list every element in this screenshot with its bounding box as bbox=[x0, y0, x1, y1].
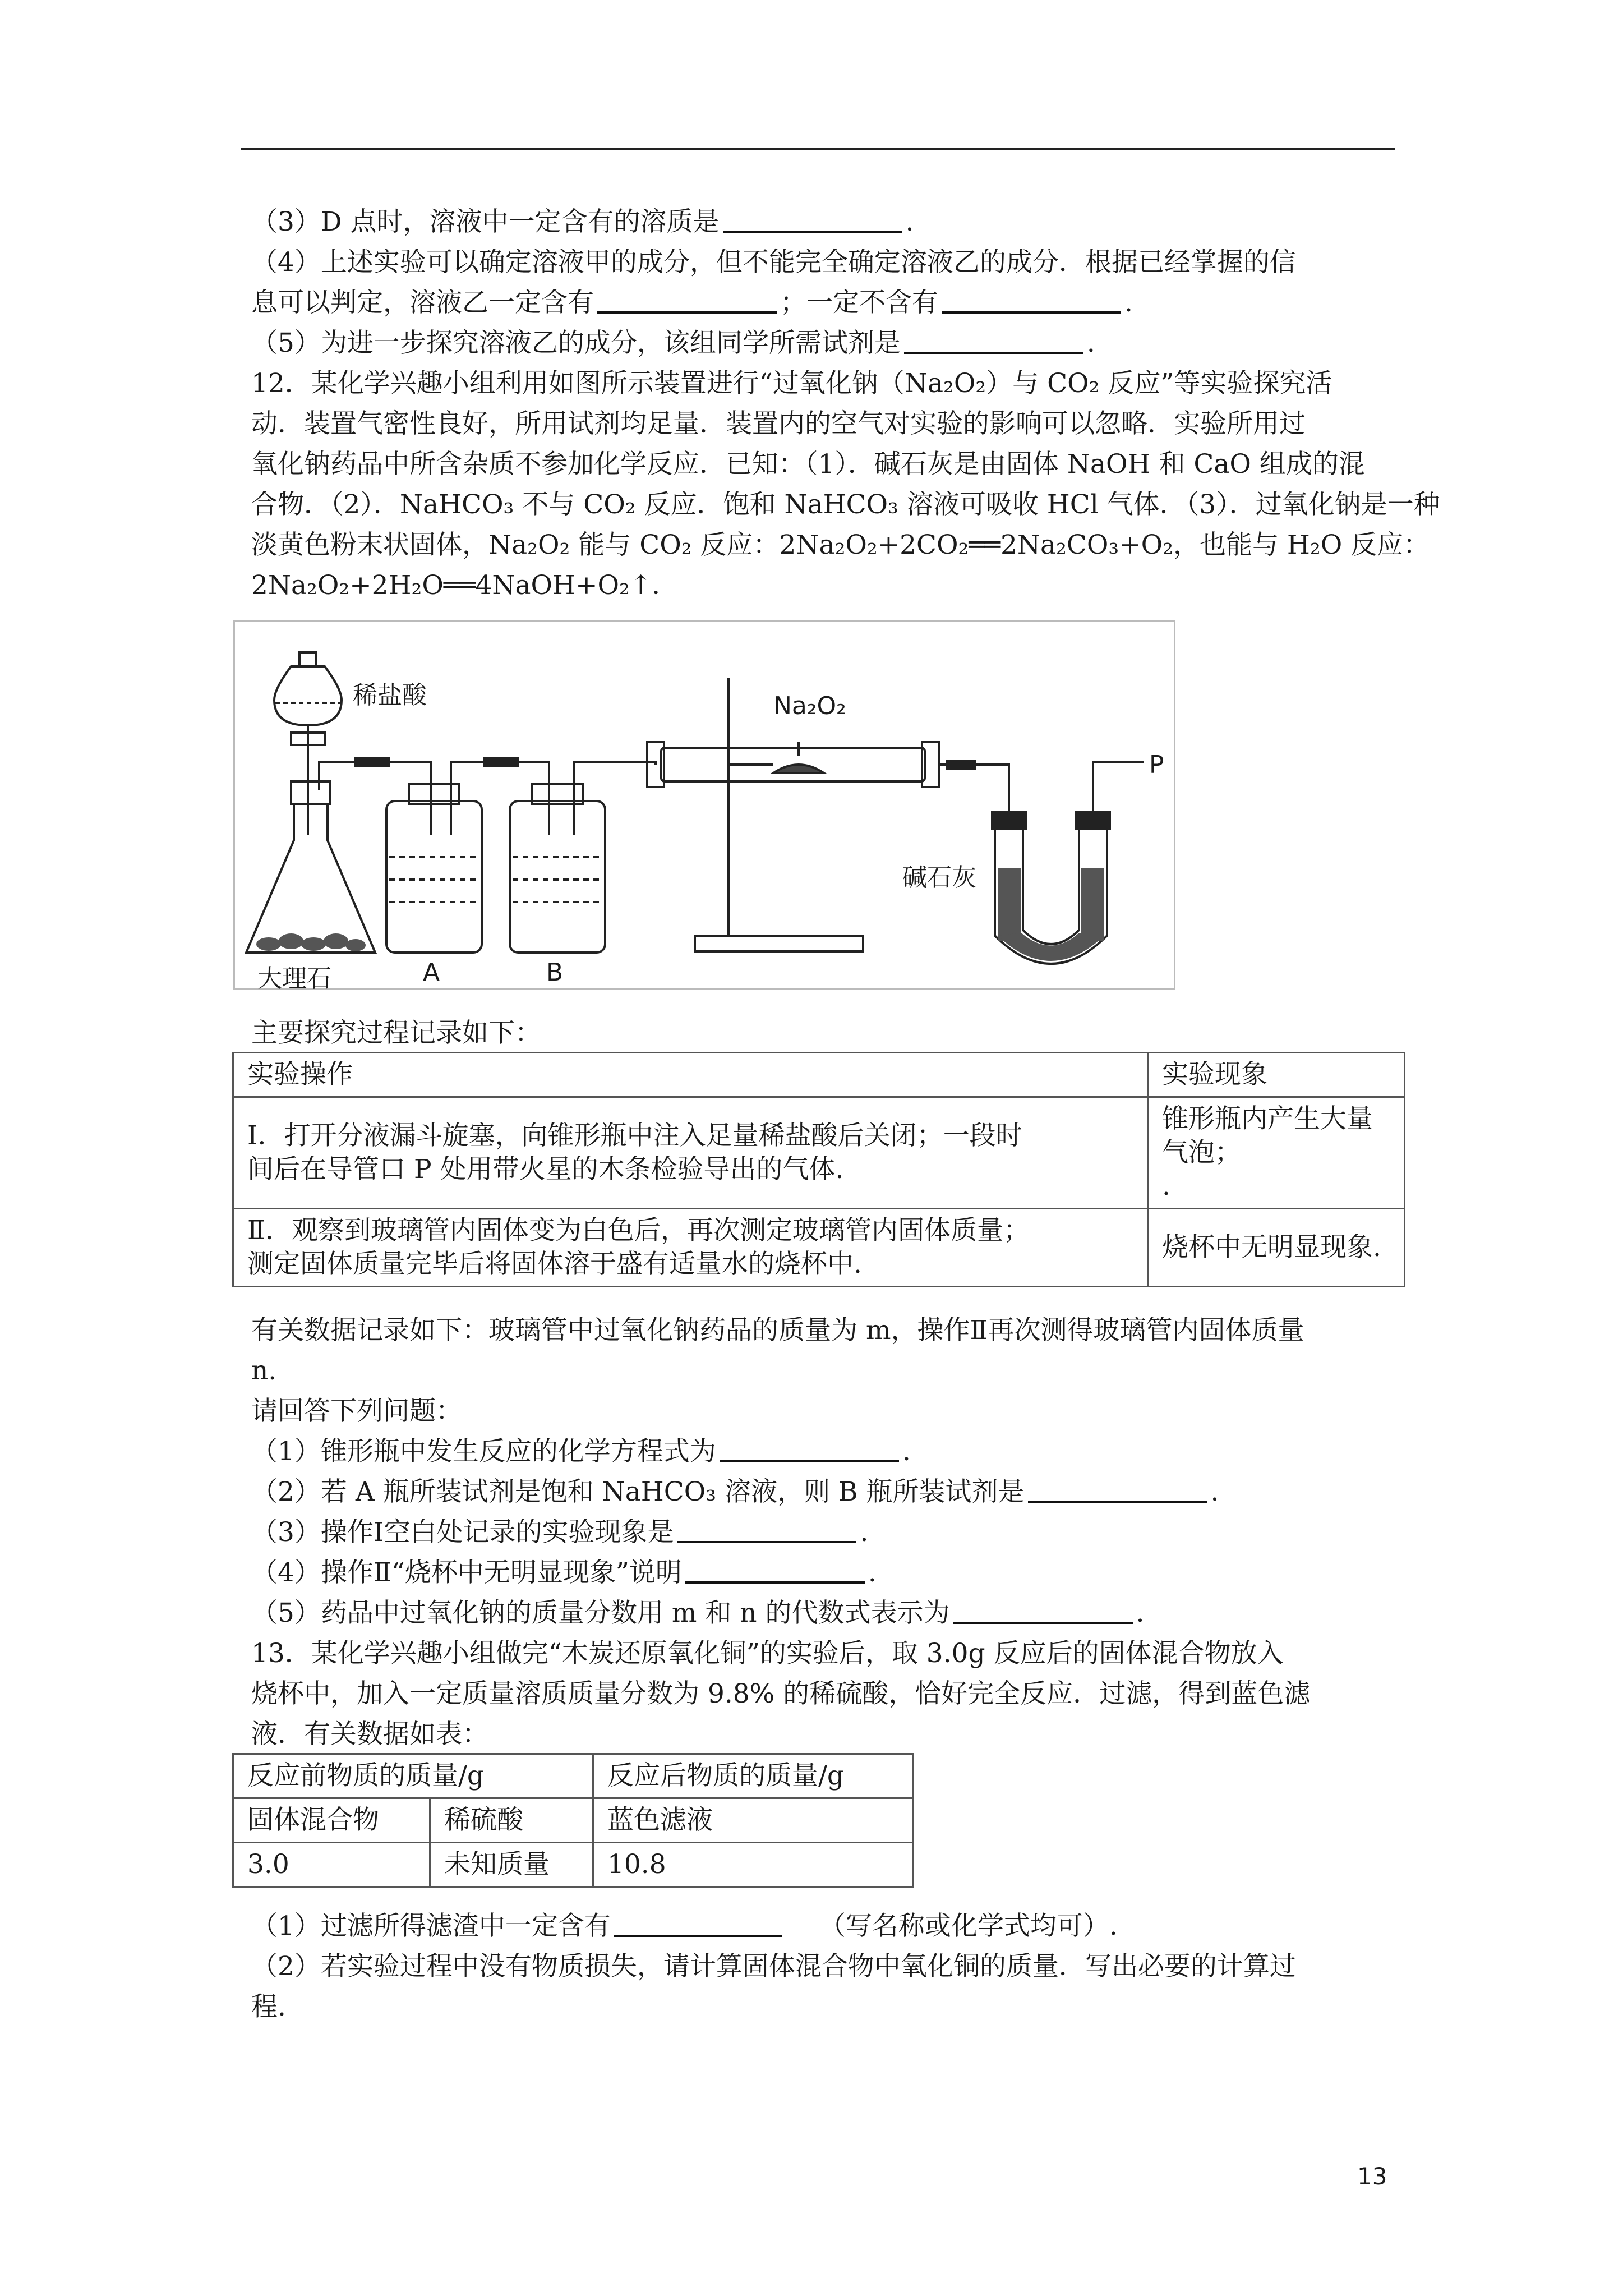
q12-line2: 动．装置气密性良好，所用试剂均足量．装置内的空气对实验的影响可以忽略．实验所用过 bbox=[251, 408, 1306, 439]
q12-line6: 2Na₂O₂+2H₂O══4NaOH+O₂↑． bbox=[251, 570, 679, 601]
q13-line1: 13．某化学兴趣小组做完“木炭还原氧化铜”的实验后，取 3.0g 反应后的固体混合物放入 bbox=[251, 1638, 1284, 1669]
phenomenon-2: 烧杯中无明显现象. bbox=[1148, 1209, 1405, 1287]
erlenmeyer-flask bbox=[246, 804, 375, 953]
q12-line5: 淡黄色粉末状固体，Na₂O₂ 能与 CO₂ 反应：2Na₂O₂+2CO₂══2Na₂CO₃+O₂，也能与 H₂O 反应： bbox=[251, 530, 1430, 560]
answer-blank[interactable] bbox=[953, 1599, 1133, 1624]
bottle-b bbox=[510, 801, 605, 953]
q12-line4: 合物．（2）．NaHCO₃ 不与 CO₂ 反应．饱和 NaHCO₃ 溶液可吸收 HCl 气体．（3）．过氧化钠是一种 bbox=[251, 489, 1440, 520]
answer-blank[interactable] bbox=[904, 329, 1083, 354]
q12-line1: 12．某化学兴趣小组利用如图所示装置进行“过氧化钠（Na₂O₂）与 CO₂ 反应”等实验探究活 bbox=[251, 368, 1332, 399]
q12-question3: （3）操作Ⅰ空白处记录的实验现象是 . bbox=[251, 1517, 869, 1548]
q13-line3: 液．有关数据如表： bbox=[251, 1719, 488, 1750]
label-dilute-hcl: 稀盐酸 bbox=[353, 681, 427, 710]
iron-stand-base bbox=[695, 936, 863, 951]
q12-question2: （2）若 A 瓶所装试剂是饱和 NaHCO₃ 溶液，则 B 瓶所装试剂是 . bbox=[251, 1476, 1219, 1507]
table-header-phenomenon: 实验现象 bbox=[1148, 1053, 1405, 1097]
answer-blank[interactable] bbox=[942, 289, 1121, 314]
table-row bbox=[233, 1798, 914, 1843]
record-intro: 主要探究过程记录如下： bbox=[251, 1018, 541, 1048]
label-soda-lime: 碱石灰 bbox=[902, 863, 976, 892]
mass-data-table bbox=[232, 1753, 914, 1888]
funnel-stopper bbox=[299, 652, 316, 666]
q13-line2: 烧杯中，加入一定质量溶质质量分数为 9.8% 的稀硫酸，恰好完全反应．过滤，得到蓝色滤 bbox=[251, 1678, 1311, 1709]
q12-line3: 氧化钠药品中所含杂质不参加化学反应．已知：（1）．碱石灰是由固体 NaOH 和 CaO 组成的混 bbox=[251, 449, 1365, 480]
q12-question4: （4）操作Ⅱ“烧杯中无明显现象”说明 . bbox=[251, 1557, 877, 1588]
header-before: 反应前物质的质量/g bbox=[233, 1754, 593, 1798]
q13-question2-line1: （2）若实验过程中没有物质损失，请计算固体混合物中氧化铜的质量．写出必要的计算过 bbox=[251, 1951, 1296, 1982]
answer-prompt: 请回答下列问题： bbox=[251, 1396, 462, 1427]
q11-part4-line1: （4）上述实验可以确定溶液甲的成分，但不能完全确定溶液乙的成分．根据已经掌握的信 bbox=[251, 247, 1296, 278]
label-marble: 大理石 bbox=[257, 964, 331, 993]
q11-part3: （3）D 点时，溶液中一定含有的溶质是 . bbox=[251, 206, 914, 237]
label-outlet-p: P bbox=[1149, 751, 1164, 779]
answer-blank[interactable] bbox=[597, 289, 777, 314]
page-number: 13 bbox=[1357, 2162, 1387, 2190]
value-solid-mixture: 3.0 bbox=[233, 1843, 430, 1887]
q12-question5: （5）药品中过氧化钠的质量分数用 m 和 n 的代数式表示为 . bbox=[251, 1598, 1145, 1628]
cell-blue-filtrate: 蓝色滤液 bbox=[593, 1798, 914, 1843]
table-row bbox=[233, 1843, 914, 1887]
q13-question2-line2: 程. bbox=[251, 1991, 286, 2022]
value-blue-filtrate: 10.8 bbox=[593, 1843, 914, 1887]
q12-question1: （1）锥形瓶中发生反应的化学方程式为 . bbox=[251, 1436, 911, 1467]
label-bottle-b: B bbox=[546, 958, 564, 987]
label-na2o2: Na₂O₂ bbox=[773, 692, 846, 720]
operation-2: Ⅱ．观察到玻璃管内固体变为白色后，再次测定玻璃管内固体质量； 测定固体质量完毕后将固体溶于盛有适量水的烧杯中. bbox=[233, 1209, 1148, 1287]
phenomenon-1: 锥形瓶内产生大量 气泡； . bbox=[1148, 1097, 1405, 1209]
table-row bbox=[233, 1097, 1405, 1209]
data-record-line2: n. bbox=[251, 1355, 277, 1386]
value-dilute-acid: 未知质量 bbox=[430, 1843, 593, 1887]
table-header-operation: 实验操作 bbox=[233, 1053, 1148, 1097]
answer-blank[interactable] bbox=[614, 1912, 782, 1937]
answer-blank[interactable] bbox=[1028, 1478, 1207, 1503]
q11-part4-line2: 息可以判定，溶液乙一定含有 ；一定不含有 . bbox=[251, 287, 1133, 318]
table-row bbox=[233, 1209, 1405, 1287]
answer-blank[interactable] bbox=[685, 1559, 865, 1584]
experiment-record-table bbox=[232, 1052, 1405, 1287]
funnel-body bbox=[274, 666, 342, 725]
answer-blank[interactable] bbox=[677, 1519, 856, 1543]
answer-blank[interactable] bbox=[723, 208, 902, 233]
header-rule bbox=[241, 148, 1395, 150]
apparatus-diagram bbox=[233, 620, 1175, 993]
cell-dilute-acid: 稀硫酸 bbox=[430, 1798, 593, 1843]
operation-1: Ⅰ．打开分液漏斗旋塞，向锥形瓶中注入足量稀盐酸后关闭；一段时 间后在导管口 P 处用带火星的木条检验导出的气体. bbox=[233, 1097, 1148, 1209]
bottle-a bbox=[386, 801, 482, 953]
data-record-line1: 有关数据记录如下：玻璃管中过氧化钠药品的质量为 m，操作Ⅱ再次测得玻璃管内固体质量 bbox=[251, 1315, 1304, 1346]
cell-solid-mixture: 固体混合物 bbox=[233, 1798, 430, 1843]
header-after: 反应后物质的质量/g bbox=[593, 1754, 914, 1798]
q11-part5: （5）为进一步探究溶液乙的成分，该组同学所需试剂是 . bbox=[251, 328, 1095, 358]
label-bottle-a: A bbox=[423, 958, 440, 987]
q13-question1: （1）过滤所得滤渣中一定含有 （写名称或化学式均可）. bbox=[251, 1911, 1118, 1941]
answer-blank[interactable] bbox=[720, 1438, 899, 1462]
